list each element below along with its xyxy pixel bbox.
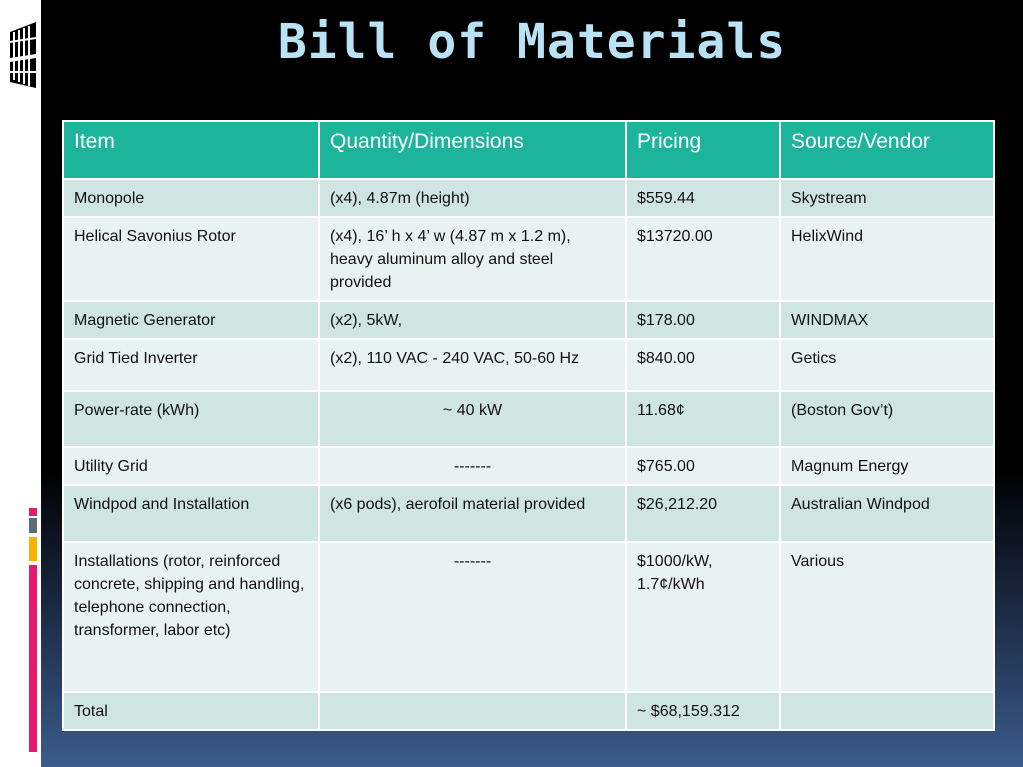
windows-logo-icon xyxy=(0,18,38,90)
cell-pricing: $840.00 xyxy=(626,339,780,391)
accent-bar-gray xyxy=(29,518,37,533)
table-row xyxy=(63,542,994,692)
accent-bar-yellow xyxy=(29,537,37,561)
cell-vendor: WINDMAX xyxy=(780,301,994,339)
cell-item: Helical Savonius Rotor xyxy=(63,217,319,301)
cell-quantity: (x4), 16’ h x 4’ w (4.87 m x 1.2 m), heavy aluminum alloy and steel provided xyxy=(319,217,626,301)
left-decoration-strip xyxy=(0,0,41,767)
column-header-pricing: Pricing xyxy=(626,121,780,179)
cell-vendor: Magnum Energy xyxy=(780,447,994,485)
table-header-row xyxy=(63,121,994,179)
table-row xyxy=(63,301,994,339)
cell-quantity: ~ 40 kW xyxy=(319,391,626,447)
column-header-item: Item xyxy=(63,121,319,179)
cell-item: Grid Tied Inverter xyxy=(63,339,319,391)
table-row xyxy=(63,217,994,301)
cell-pricing: 11.68¢ xyxy=(626,391,780,447)
cell-pricing: ~ $68,159.312 xyxy=(626,692,780,730)
cell-quantity: (x6 pods), aerofoil material provided xyxy=(319,485,626,542)
cell-vendor: Skystream xyxy=(780,179,994,217)
cell-vendor: Australian Windpod xyxy=(780,485,994,542)
cell-item: Total xyxy=(63,692,319,730)
cell-pricing: $13720.00 xyxy=(626,217,780,301)
table-row xyxy=(63,179,994,217)
cell-vendor: Various xyxy=(780,542,994,692)
cell-item: Power-rate (kWh) xyxy=(63,391,319,447)
cell-vendor: Getics xyxy=(780,339,994,391)
cell-quantity: ------- xyxy=(319,542,626,692)
cell-pricing: $559.44 xyxy=(626,179,780,217)
cell-item: Monopole xyxy=(63,179,319,217)
cell-quantity: (x4), 4.87m (height) xyxy=(319,179,626,217)
column-header-quantity: Quantity/Dimensions xyxy=(319,121,626,179)
table-row xyxy=(63,485,994,542)
accent-bar-pink-small xyxy=(29,508,37,516)
table-row xyxy=(63,447,994,485)
cell-quantity: (x2), 5kW, xyxy=(319,301,626,339)
bill-of-materials-table xyxy=(62,120,995,731)
table-row xyxy=(63,339,994,391)
cell-vendor: HelixWind xyxy=(780,217,994,301)
cell-item: Utility Grid xyxy=(63,447,319,485)
cell-item: Installations (rotor, reinforced concrete, shipping and handling, telephone connection, transformer, labor etc) xyxy=(63,542,319,692)
table-row xyxy=(63,391,994,447)
cell-pricing: $178.00 xyxy=(626,301,780,339)
cell-item: Windpod and Installation xyxy=(63,485,319,542)
cell-vendor xyxy=(780,692,994,730)
accent-bar-pink-long xyxy=(29,565,37,752)
cell-pricing: $26,212.20 xyxy=(626,485,780,542)
cell-item: Magnetic Generator xyxy=(63,301,319,339)
cell-vendor: (Boston Gov’t) xyxy=(780,391,994,447)
cell-quantity xyxy=(319,692,626,730)
table-row-total xyxy=(63,692,994,730)
cell-pricing: $1000/kW, 1.7¢/kWh xyxy=(626,542,780,692)
cell-quantity: ------- xyxy=(319,447,626,485)
column-header-vendor: Source/Vendor xyxy=(780,121,994,179)
cell-pricing: $765.00 xyxy=(626,447,780,485)
cell-quantity: (x2), 110 VAC - 240 VAC, 50-60 Hz xyxy=(319,339,626,391)
slide-title: Bill of Materials xyxy=(277,14,787,70)
